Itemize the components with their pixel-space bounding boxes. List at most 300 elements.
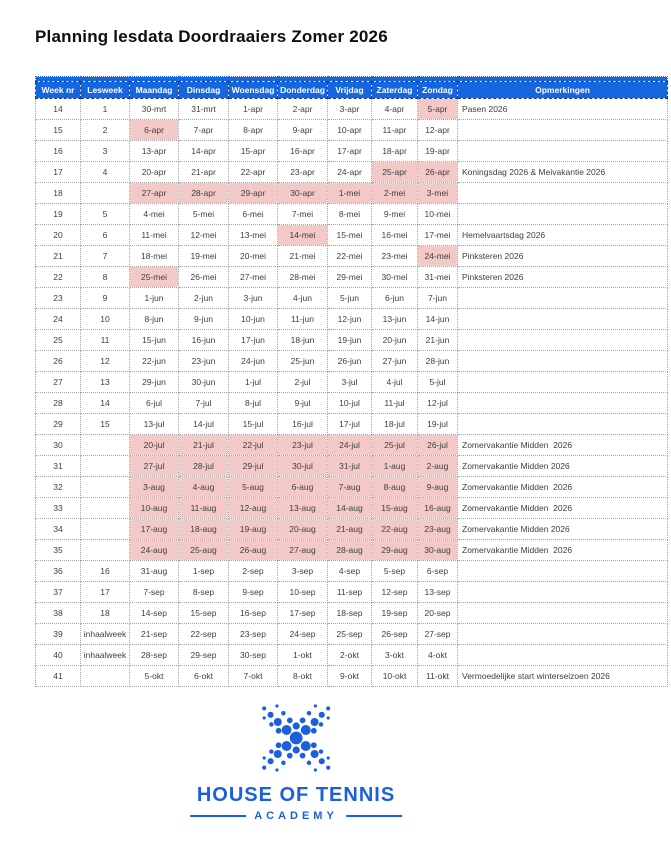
lesweek-cell: inhaalweek [81, 624, 130, 645]
date-cell: 9-sep [229, 582, 278, 603]
lesweek-cell: 1 [81, 99, 130, 120]
week-cell: 30 [36, 435, 81, 456]
table-row [36, 666, 668, 687]
date-cell: 20-apr [130, 162, 179, 183]
date-cell: 11-apr [372, 120, 418, 141]
date-cell: 5-apr [418, 99, 458, 120]
week-cell: 31 [36, 456, 81, 477]
lesweek-cell: 7 [81, 246, 130, 267]
remark-cell: Pinksteren 2026 [458, 246, 668, 267]
logo-rule-right-icon [346, 815, 402, 817]
date-cell: 31-aug [130, 561, 179, 582]
column-header-maandag: Maandag [130, 82, 179, 99]
date-cell: 9-jun [179, 309, 229, 330]
lesweek-cell: 5 [81, 204, 130, 225]
lesweek-cell: 13 [81, 372, 130, 393]
remark-cell [458, 624, 668, 645]
date-cell: 12-jun [328, 309, 372, 330]
date-cell: 30-apr [278, 183, 328, 204]
date-cell: 4-jul [372, 372, 418, 393]
date-cell: 21-sep [130, 624, 179, 645]
date-cell: 29-apr [229, 183, 278, 204]
date-cell: 2-jul [278, 372, 328, 393]
remark-cell: Zomervakantie Midden 2026 [458, 477, 668, 498]
date-cell: 12-apr [418, 120, 458, 141]
date-cell: 9-okt [328, 666, 372, 687]
lesweek-cell: 6 [81, 225, 130, 246]
date-cell: 20-sep [418, 603, 458, 624]
date-cell: 3-jul [328, 372, 372, 393]
week-cell: 18 [36, 183, 81, 204]
page-title: Planning lesdata Doordraaiers Zomer 2026 [35, 27, 388, 46]
column-header-zaterdag: Zaterdag [372, 82, 418, 99]
date-cell: 11-okt [418, 666, 458, 687]
date-cell: 28-sep [130, 645, 179, 666]
remark-cell: Pinksteren 2026 [458, 267, 668, 288]
table-row [36, 498, 668, 519]
column-header-woensdag: Woensdag [229, 82, 278, 99]
remark-cell [458, 309, 668, 330]
week-cell: 24 [36, 309, 81, 330]
table-body [36, 99, 668, 687]
date-cell: 19-apr [418, 141, 458, 162]
lesweek-cell: 16 [81, 561, 130, 582]
date-cell: 17-jul [328, 414, 372, 435]
date-cell: 22-mei [328, 246, 372, 267]
table-row [36, 330, 668, 351]
date-cell: 26-mei [179, 267, 229, 288]
column-header-opmerkingen: Opmerkingen [458, 82, 668, 99]
date-cell: 28-mei [278, 267, 328, 288]
lesweek-cell [81, 477, 130, 498]
date-cell: 27-jun [372, 351, 418, 372]
date-cell: 24-jul [328, 435, 372, 456]
date-cell: 22-jun [130, 351, 179, 372]
date-cell: 3-mei [418, 183, 458, 204]
week-cell: 14 [36, 99, 81, 120]
date-cell: 26-aug [229, 540, 278, 561]
date-cell: 21-jun [418, 330, 458, 351]
column-header-week-nr: Week nr [36, 82, 81, 99]
table-row [36, 414, 668, 435]
date-cell: 26-apr [418, 162, 458, 183]
remark-cell: Zomervakantie Midden 2026 [458, 498, 668, 519]
date-cell: 25-mei [130, 267, 179, 288]
date-cell: 11-mei [130, 225, 179, 246]
week-cell: 27 [36, 372, 81, 393]
date-cell: 30-jul [278, 456, 328, 477]
date-cell: 14-jul [179, 414, 229, 435]
remark-cell [458, 561, 668, 582]
table-row [36, 603, 668, 624]
date-cell: 6-sep [418, 561, 458, 582]
date-cell: 7-apr [179, 120, 229, 141]
date-cell: 10-aug [130, 498, 179, 519]
date-cell: 1-sep [179, 561, 229, 582]
date-cell: 25-apr [372, 162, 418, 183]
lesweek-cell: 18 [81, 603, 130, 624]
week-cell: 19 [36, 204, 81, 225]
lesweek-cell [81, 540, 130, 561]
date-cell: 20-jun [372, 330, 418, 351]
date-cell: 3-okt [372, 645, 418, 666]
date-cell: 14-aug [328, 498, 372, 519]
date-cell: 19-sep [372, 603, 418, 624]
date-cell: 2-aug [418, 456, 458, 477]
date-cell: 23-jun [179, 351, 229, 372]
date-cell: 17-jun [229, 330, 278, 351]
week-cell: 39 [36, 624, 81, 645]
date-cell: 19-aug [229, 519, 278, 540]
date-cell: 28-jun [418, 351, 458, 372]
date-cell: 20-jul [130, 435, 179, 456]
week-cell: 17 [36, 162, 81, 183]
date-cell: 16-apr [278, 141, 328, 162]
date-cell: 10-jul [328, 393, 372, 414]
table-row [36, 267, 668, 288]
date-cell: 24-mei [418, 246, 458, 267]
lesweek-cell: inhaalweek [81, 645, 130, 666]
remark-cell [458, 582, 668, 603]
remark-cell [458, 288, 668, 309]
date-cell: 21-aug [328, 519, 372, 540]
table-row [36, 183, 668, 204]
date-cell: 5-okt [130, 666, 179, 687]
date-cell: 10-sep [278, 582, 328, 603]
lesweek-cell [81, 456, 130, 477]
week-cell: 28 [36, 393, 81, 414]
table-row [36, 624, 668, 645]
date-cell: 13-aug [278, 498, 328, 519]
date-cell: 6-apr [130, 120, 179, 141]
date-cell: 13-jul [130, 414, 179, 435]
date-cell: 8-sep [179, 582, 229, 603]
date-cell: 18-jul [372, 414, 418, 435]
date-cell: 7-aug [328, 477, 372, 498]
date-cell: 9-mei [372, 204, 418, 225]
date-cell: 5-sep [372, 561, 418, 582]
date-cell: 6-jul [130, 393, 179, 414]
remark-cell: Vermoedelijke start winterseizoen 2026 [458, 666, 668, 687]
date-cell: 19-jun [328, 330, 372, 351]
date-cell: 8-aug [372, 477, 418, 498]
date-cell: 3-sep [278, 561, 328, 582]
date-cell: 6-mei [229, 204, 278, 225]
date-cell: 5-jul [418, 372, 458, 393]
logo-brand-text: HOUSE OF TENNIS [196, 784, 396, 806]
date-cell: 1-aug [372, 456, 418, 477]
table-row [36, 582, 668, 603]
table-row [36, 351, 668, 372]
remark-cell [458, 183, 668, 204]
week-cell: 33 [36, 498, 81, 519]
date-cell: 11-sep [328, 582, 372, 603]
week-cell: 25 [36, 330, 81, 351]
date-cell: 16-jul [278, 414, 328, 435]
date-cell: 29-jun [130, 372, 179, 393]
planning-table [35, 76, 668, 687]
date-cell: 7-jun [418, 288, 458, 309]
column-header-lesweek: Lesweek [81, 82, 130, 99]
date-cell: 3-jun [229, 288, 278, 309]
week-cell: 41 [36, 666, 81, 687]
lesweek-cell: 9 [81, 288, 130, 309]
lesweek-cell: 10 [81, 309, 130, 330]
date-cell: 27-aug [278, 540, 328, 561]
date-cell: 15-sep [179, 603, 229, 624]
table-row [36, 519, 668, 540]
remark-cell [458, 414, 668, 435]
table-row [36, 120, 668, 141]
date-cell: 29-sep [179, 645, 229, 666]
date-cell: 15-aug [372, 498, 418, 519]
tennis-x-logo-icon [256, 701, 336, 775]
week-cell: 15 [36, 120, 81, 141]
column-header-dinsdag: Dinsdag [179, 82, 229, 99]
date-cell: 16-mei [372, 225, 418, 246]
column-header-zondag: Zondag [418, 82, 458, 99]
date-cell: 1-jul [229, 372, 278, 393]
date-cell: 28-jul [179, 456, 229, 477]
lesweek-cell [81, 666, 130, 687]
remark-cell: Koningsdag 2026 & Meivakantie 2026 [458, 162, 668, 183]
date-cell: 18-aug [179, 519, 229, 540]
date-cell: 14-jun [418, 309, 458, 330]
date-cell: 16-aug [418, 498, 458, 519]
date-cell: 22-sep [179, 624, 229, 645]
date-cell: 26-jul [418, 435, 458, 456]
remark-cell [458, 330, 668, 351]
date-cell: 11-aug [179, 498, 229, 519]
date-cell: 13-mei [229, 225, 278, 246]
date-cell: 23-aug [418, 519, 458, 540]
date-cell: 10-apr [328, 120, 372, 141]
date-cell: 25-sep [328, 624, 372, 645]
date-cell: 30-mrt [130, 99, 179, 120]
week-cell: 26 [36, 351, 81, 372]
lesweek-cell [81, 435, 130, 456]
table-row [36, 141, 668, 162]
column-header-vrijdag: Vrijdag [328, 82, 372, 99]
remark-cell: Pasen 2026 [458, 99, 668, 120]
date-cell: 2-jun [179, 288, 229, 309]
date-cell: 5-jun [328, 288, 372, 309]
logo-rule-left-icon [190, 815, 246, 817]
date-cell: 19-mei [179, 246, 229, 267]
date-cell: 15-jul [229, 414, 278, 435]
date-cell: 4-okt [418, 645, 458, 666]
lesweek-cell: 11 [81, 330, 130, 351]
date-cell: 23-mei [372, 246, 418, 267]
logo [190, 701, 402, 822]
week-cell: 34 [36, 519, 81, 540]
date-cell: 23-apr [278, 162, 328, 183]
remark-cell: Zomervakantie Midden 2026 [458, 456, 668, 477]
week-cell: 23 [36, 288, 81, 309]
date-cell: 14-apr [179, 141, 229, 162]
date-cell: 8-mei [328, 204, 372, 225]
date-cell: 31-mei [418, 267, 458, 288]
week-cell: 16 [36, 141, 81, 162]
table-row [36, 477, 668, 498]
lesweek-cell: 17 [81, 582, 130, 603]
table-row [36, 288, 668, 309]
remark-cell [458, 141, 668, 162]
lesweek-cell [81, 519, 130, 540]
date-cell: 11-jul [372, 393, 418, 414]
lesweek-cell: 4 [81, 162, 130, 183]
date-cell: 24-apr [328, 162, 372, 183]
remark-cell: Zomervakantie Midden 2026 [458, 435, 668, 456]
date-cell: 12-sep [372, 582, 418, 603]
lesweek-cell [81, 498, 130, 519]
date-cell: 6-okt [179, 666, 229, 687]
remark-cell [458, 603, 668, 624]
date-cell: 4-aug [179, 477, 229, 498]
date-cell: 9-jul [278, 393, 328, 414]
date-cell: 2-sep [229, 561, 278, 582]
date-cell: 8-jul [229, 393, 278, 414]
date-cell: 30-mei [372, 267, 418, 288]
date-cell: 8-apr [229, 120, 278, 141]
date-cell: 8-okt [278, 666, 328, 687]
date-cell: 26-jun [328, 351, 372, 372]
date-cell: 14-sep [130, 603, 179, 624]
week-cell: 37 [36, 582, 81, 603]
date-cell: 6-jun [372, 288, 418, 309]
date-cell: 24-sep [278, 624, 328, 645]
date-cell: 17-sep [278, 603, 328, 624]
date-cell: 2-okt [328, 645, 372, 666]
date-cell: 1-jun [130, 288, 179, 309]
date-cell: 5-mei [179, 204, 229, 225]
date-cell: 28-aug [328, 540, 372, 561]
lesweek-cell [81, 183, 130, 204]
date-cell: 6-aug [278, 477, 328, 498]
date-cell: 18-sep [328, 603, 372, 624]
date-cell: 18-apr [372, 141, 418, 162]
date-cell: 18-jun [278, 330, 328, 351]
table-row [36, 540, 668, 561]
remark-cell [458, 393, 668, 414]
week-cell: 35 [36, 540, 81, 561]
table-row [36, 372, 668, 393]
date-cell: 4-mei [130, 204, 179, 225]
date-cell: 4-jun [278, 288, 328, 309]
table-row [36, 456, 668, 477]
date-cell: 21-mei [278, 246, 328, 267]
date-cell: 23-sep [229, 624, 278, 645]
table-row [36, 561, 668, 582]
date-cell: 29-jul [229, 456, 278, 477]
date-cell: 24-jun [229, 351, 278, 372]
column-header-donderdag: Donderdag [278, 82, 328, 99]
table-header-row [36, 82, 668, 99]
table-row [36, 309, 668, 330]
week-cell: 21 [36, 246, 81, 267]
date-cell: 25-aug [179, 540, 229, 561]
week-cell: 29 [36, 414, 81, 435]
date-cell: 27-sep [418, 624, 458, 645]
week-cell: 22 [36, 267, 81, 288]
remark-cell: Hemelvaartsdag 2026 [458, 225, 668, 246]
date-cell: 15-jun [130, 330, 179, 351]
week-cell: 20 [36, 225, 81, 246]
date-cell: 7-sep [130, 582, 179, 603]
date-cell: 1-okt [278, 645, 328, 666]
date-cell: 17-mei [418, 225, 458, 246]
table-row [36, 204, 668, 225]
date-cell: 2-apr [278, 99, 328, 120]
week-cell: 38 [36, 603, 81, 624]
date-cell: 20-aug [278, 519, 328, 540]
date-cell: 19-jul [418, 414, 458, 435]
date-cell: 4-apr [372, 99, 418, 120]
date-cell: 24-aug [130, 540, 179, 561]
date-cell: 30-jun [179, 372, 229, 393]
date-cell: 23-jul [278, 435, 328, 456]
date-cell: 20-mei [229, 246, 278, 267]
date-cell: 7-jul [179, 393, 229, 414]
date-cell: 3-apr [328, 99, 372, 120]
date-cell: 30-aug [418, 540, 458, 561]
table-row [36, 225, 668, 246]
date-cell: 3-aug [130, 477, 179, 498]
date-cell: 27-apr [130, 183, 179, 204]
week-cell: 40 [36, 645, 81, 666]
date-cell: 28-apr [179, 183, 229, 204]
date-cell: 25-jun [278, 351, 328, 372]
date-cell: 30-sep [229, 645, 278, 666]
table-row [36, 435, 668, 456]
date-cell: 10-jun [229, 309, 278, 330]
date-cell: 5-aug [229, 477, 278, 498]
date-cell: 31-mrt [179, 99, 229, 120]
date-cell: 16-jun [179, 330, 229, 351]
lesweek-cell: 14 [81, 393, 130, 414]
date-cell: 14-mei [278, 225, 328, 246]
date-cell: 17-apr [328, 141, 372, 162]
table-row [36, 99, 668, 120]
date-cell: 2-mei [372, 183, 418, 204]
date-cell: 12-jul [418, 393, 458, 414]
date-cell: 11-jun [278, 309, 328, 330]
date-cell: 7-okt [229, 666, 278, 687]
remark-cell [458, 372, 668, 393]
date-cell: 27-jul [130, 456, 179, 477]
date-cell: 9-apr [278, 120, 328, 141]
table-row [36, 162, 668, 183]
date-cell: 18-mei [130, 246, 179, 267]
date-cell: 1-apr [229, 99, 278, 120]
date-cell: 29-aug [372, 540, 418, 561]
week-cell: 36 [36, 561, 81, 582]
date-cell: 12-mei [179, 225, 229, 246]
date-cell: 21-jul [179, 435, 229, 456]
week-cell: 32 [36, 477, 81, 498]
date-cell: 26-sep [372, 624, 418, 645]
date-cell: 12-aug [229, 498, 278, 519]
remark-cell [458, 120, 668, 141]
remark-cell [458, 351, 668, 372]
date-cell: 17-aug [130, 519, 179, 540]
date-cell: 9-aug [418, 477, 458, 498]
lesweek-cell: 15 [81, 414, 130, 435]
lesweek-cell: 2 [81, 120, 130, 141]
date-cell: 8-jun [130, 309, 179, 330]
remark-cell: Zomervakantie Midden 2026 [458, 540, 668, 561]
date-cell: 29-mei [328, 267, 372, 288]
